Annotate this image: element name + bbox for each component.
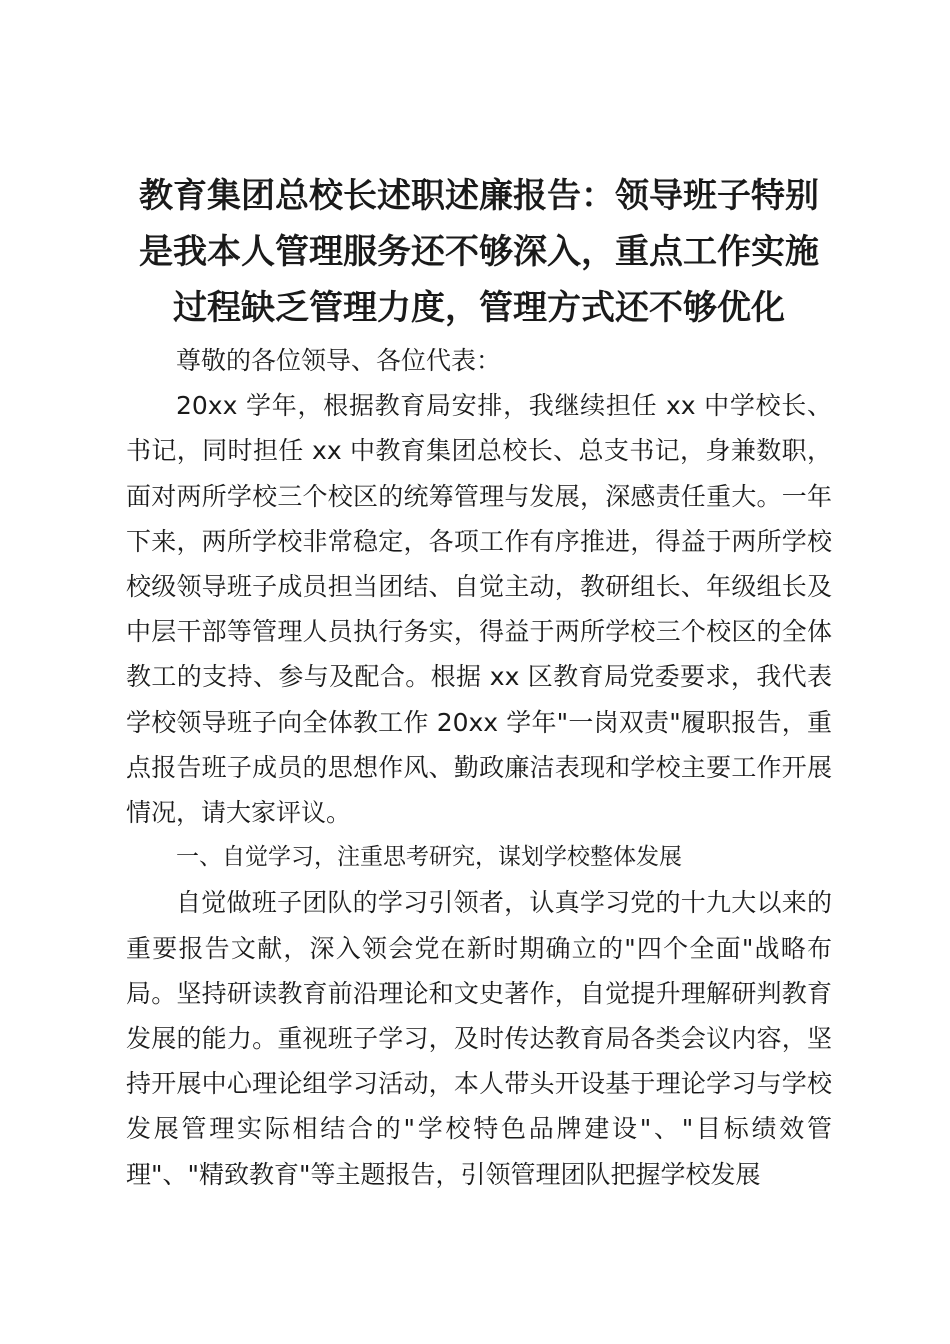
document-page [126,168,832,1197]
section-heading: 一、自觉学习，注重思考研究，谋划学校整体发展 [176,844,682,871]
body-paragraph-section-one: 自觉做班子团队的学习引领者，认真学习党的十九大以来的重要报告文献，深入领会党在新时期确立的"四个全面"战略布局。坚持研读教育前沿理论和文史著作，自觉提升理解研判教育发展的能力。重视班子学习，及时传达教育局各类会议内容，坚持开展中心理论组学习活动，本人带头开设基于理论学习与学校发展管理实际相结合的"学校特色品牌建设"、"目标绩效管理"、"精致教育"等主题报告，引领管理团队把握学校发展 [126,888,832,1189]
body-paragraph-intro: 20xx 学年，根据教育局安排，我继续担任 xx 中学校长、书记，同时担任 xx 中教育集团总校长、总支书记，身兼数职，面对两所学校三个校区的统筹管理与发展，深感责任重大。一年下来，两所学校非常稳定，各项工作有序推进，得益于两所学校校级领导班子成员担当团结、自觉主动，教研组长、年级组长及中层干部等管理人员执行务实，得益于两所学校三个校区的全体教工的支持、参与及配合。根据 xx 区教育局党委要求，我代表学校领导班子向全体教工作 20xx 学年"一岗双责"履职报告，重点报告班子成员的思想作风、勤政廉洁表现和学校主要工作开展情况，请大家评议。 [126,391,832,828]
salutation: 尊敬的各位领导、各位代表： [176,346,502,375]
document-title: 教育集团总校长述职述廉报告：领导班子特别是我本人管理服务还不够深入，重点工作实施过程缺乏管理力度，管理方式还不够优化 [139,176,819,328]
